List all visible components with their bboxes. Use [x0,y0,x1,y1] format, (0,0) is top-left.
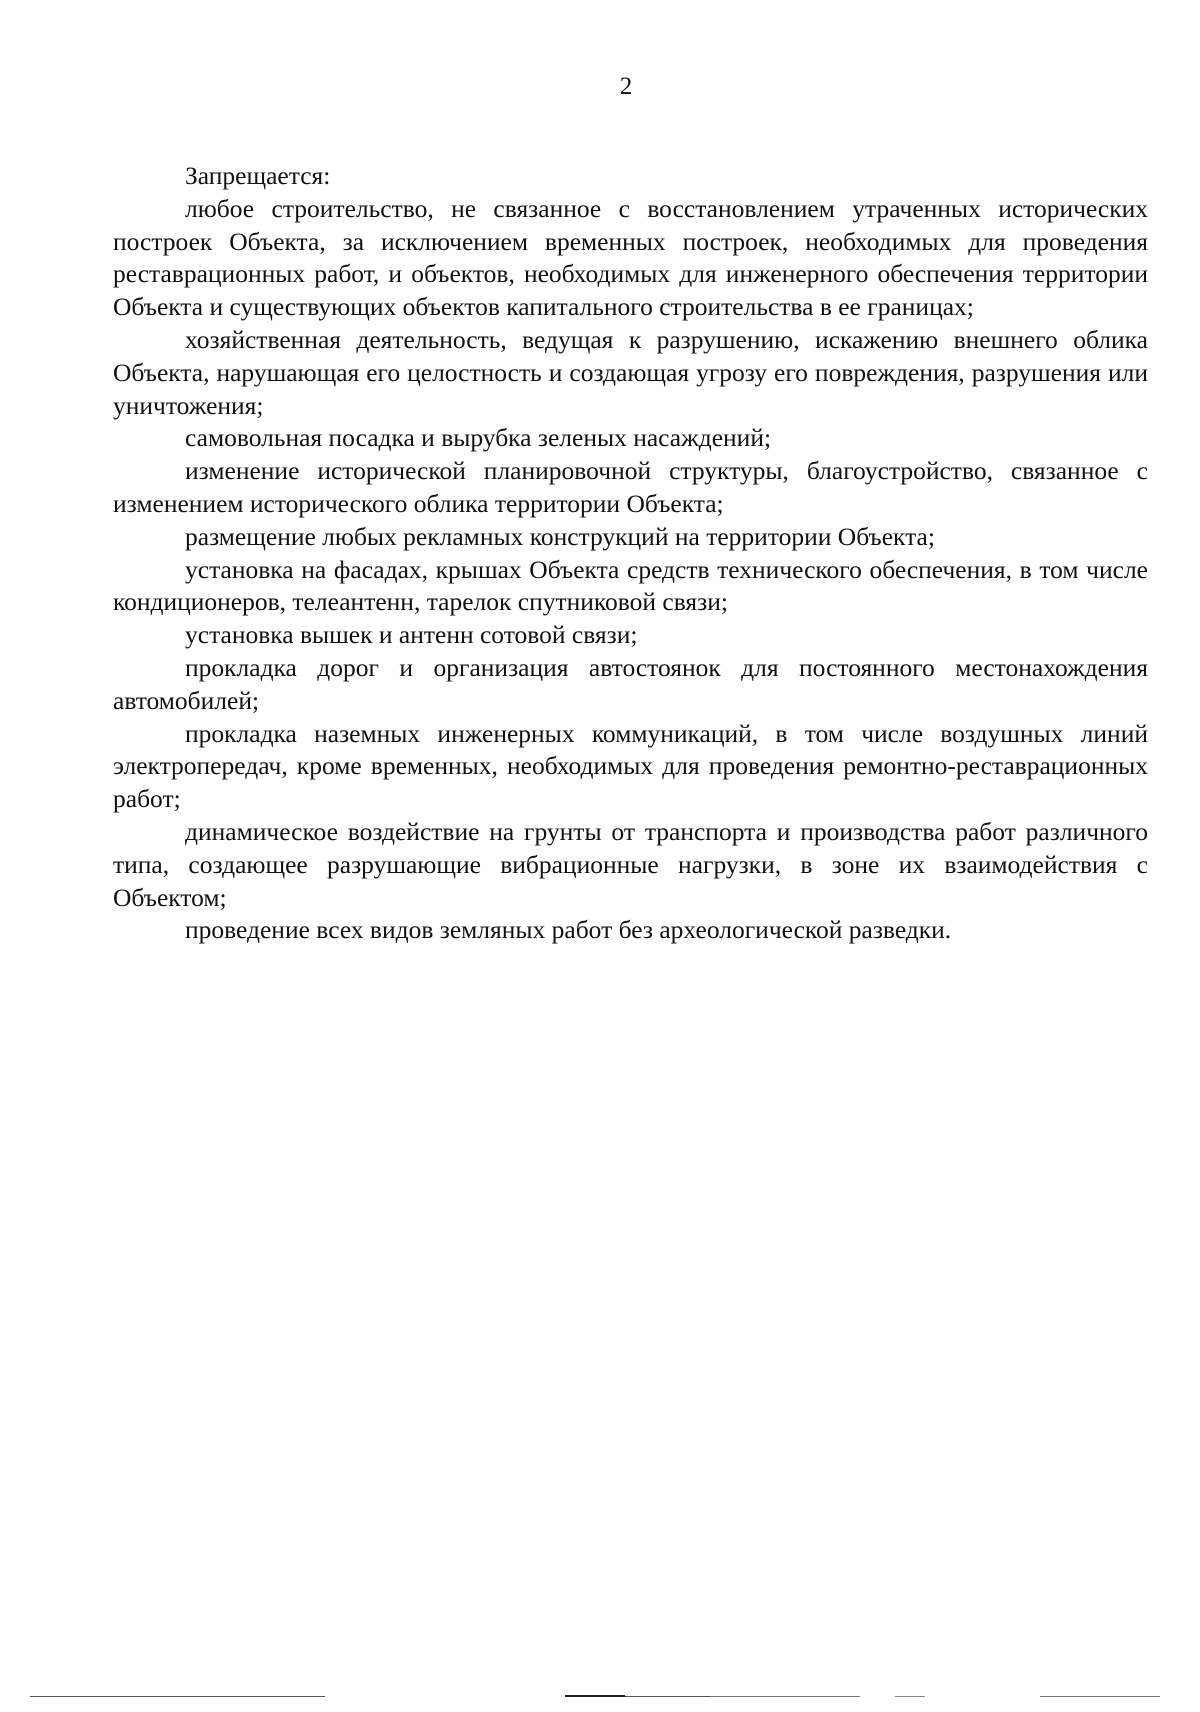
scan-mark [30,1696,325,1697]
scan-mark [565,1695,625,1697]
prohibition-item: установка вышек и антенн сотовой связи; [185,620,638,650]
section-heading: Запрещается: [185,161,331,190]
prohibition-item: динамическое воздействие на грунты от транспорта и производства работ различного типа, создающее разрушающие вибрационные нагрузки, в зоне их взаимодействия с Объектом; [113,816,1148,912]
scan-mark [625,1696,710,1697]
scan-mark [710,1696,860,1697]
scan-edge-marks [0,1696,1200,1702]
prohibition-item: проведение всех видов земляных работ без археологической разведки. [185,915,952,945]
page-number: 2 [619,73,633,100]
prohibition-item: изменение исторической планировочной структуры, благоустройство, связанное с изменением исторического облика территории Объекта; [113,456,1148,518]
prohibition-item: хозяйственная деятельность, ведущая к разрушению, искажению внешнего облика Объекта, нарушающая его целостность и создающая угрозу его повреждения, разрушения или уничтожения; [113,324,1148,420]
prohibition-item: любое строительство, не связанное с восстановлением утраченных исторических построек Объекта, за исключением временных построек, необходимых для проведения реставрационных работ, и объектов, необходимых для инженерного обеспечения территории Объекта и существующих объектов капитального строительства в ее границах; [113,193,1148,322]
prohibition-item: прокладка наземных инженерных коммуникаций, в том числе воздушных линий электропередач, кроме временных, необходимых для проведения ремонтно-реставрационных работ; [113,718,1148,814]
document-body [113,160,1148,947]
scan-mark [1040,1696,1160,1697]
prohibition-item: самовольная посадка и вырубка зеленых насаждений; [185,423,772,453]
scan-mark [895,1696,925,1697]
prohibition-item: прокладка дорог и организация автостоянок для постоянного местонахождения автомобилей; [113,652,1148,715]
prohibition-item: размещение любых рекламных конструкций на территории Объекта; [185,521,935,551]
prohibition-item: установка на фасадах, крышах Объекта средств технического обеспечения, в том числе кондиционеров, телеантенн, тарелок спутниковой связи; [113,554,1148,617]
